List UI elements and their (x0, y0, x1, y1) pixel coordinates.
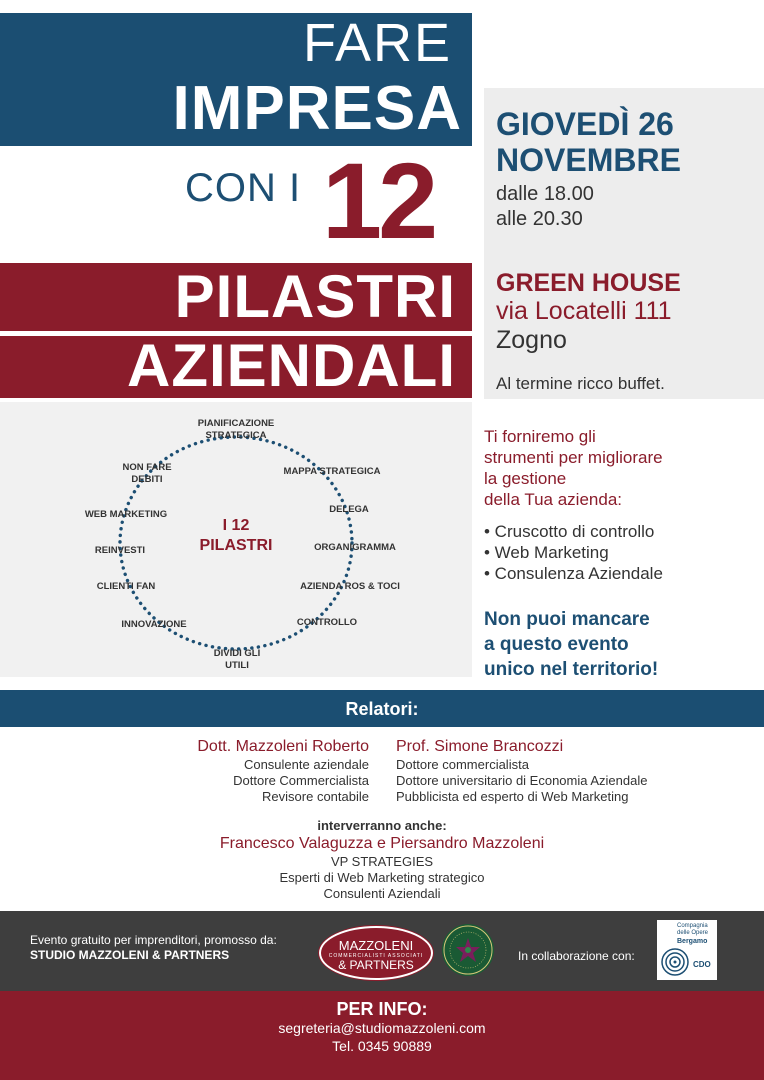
event-town: Zogno (496, 326, 567, 354)
event-street: via Locatelli 111 (496, 297, 672, 325)
info-phone[interactable]: Tel. 0345 90889 (332, 1038, 432, 1054)
pillars-center-line1: I 12 (222, 517, 250, 534)
promo-organizer: STUDIO MAZZOLENI & PARTNERS (30, 948, 230, 962)
pillars-center-line2: PILASTRI (199, 537, 273, 554)
event-date-month: NOVEMBRE (496, 142, 681, 178)
pillar-label: ORGANIGRAMMA (314, 542, 396, 553)
title-line-pilastri: PILASTRI (174, 263, 456, 330)
pitch-line: la gestione (484, 469, 567, 488)
info-heading: PER INFO: (336, 999, 428, 1019)
event-buffet-note: Al termine ricco buffet. (496, 374, 665, 393)
guest-speakers (0, 818, 764, 902)
cdo-spiral-icon (659, 946, 691, 978)
speaker-name: Prof. Simone Brancozzi (396, 738, 564, 755)
collaboration-label: In collaborazione con: (518, 949, 635, 963)
speaker-name: Dott. Mazzoleni Roberto (197, 738, 369, 755)
title-number-12: 12 (322, 140, 435, 261)
logo-text: & PARTNERS (338, 958, 414, 972)
pitch-bullet: • Consulenza Aziendale (484, 564, 663, 583)
pillar-label: PIANIFICAZIONE STRATEGICA (197, 418, 275, 441)
speaker-role: Pubblicista ed esperto di Web Marketing (396, 789, 629, 804)
cdo-text: delle Opere (677, 930, 709, 936)
pitch-line: strumenti per migliorare (484, 448, 663, 467)
pitch-bullet: • Cruscotto di controllo (484, 522, 655, 541)
speaker-left (100, 737, 369, 805)
title-line-impresa: IMPRESA (172, 74, 462, 143)
speaker-right (396, 737, 736, 805)
cdo-logo (657, 920, 717, 980)
pillar-label: AZIENDA ROS & TOCI (300, 581, 400, 592)
logo-text: COMMERCIALISTI ASSOCIATI (328, 953, 424, 959)
promo-text: Evento gratuito per imprenditori, promosso da: (30, 933, 277, 947)
cta-line: Non puoi mancare (484, 609, 650, 630)
guests-role: Consulenti Aziendali (323, 886, 441, 901)
speakers-heading: Relatori: (345, 699, 419, 719)
speaker-role: Consulente aziendale (243, 757, 369, 772)
logo-text: MAZZOLENI (338, 938, 414, 953)
cdo-text: Compagnia (677, 923, 708, 929)
speaker-role: Dottore commercialista (396, 757, 529, 772)
speaker-role: Revisore contabile (262, 789, 369, 804)
guests-role: VP STRATEGIES (330, 854, 434, 869)
pillar-label: DELEGA (329, 504, 369, 515)
pitch-bullet: • Web Marketing (484, 543, 609, 562)
title-line-fare: FARE (302, 13, 452, 73)
guests-name: Francesco Valaguzza e Piersandro Mazzoleni (219, 835, 545, 852)
event-time-start: dalle 18.00 (496, 183, 594, 205)
title-line-aziendali: AZIENDALI (127, 332, 456, 399)
cdo-text: CDO (693, 960, 711, 969)
seal-emblem-icon (442, 924, 494, 976)
speaker-role: Dottore universitario di Economia Aziendale (396, 773, 648, 788)
pillar-label: MAPPA STRATEGICA (283, 466, 381, 477)
mazzoleni-partners-logo (319, 926, 433, 980)
event-date-day: GIOVEDÌ 26 (496, 106, 674, 142)
guests-role: Esperti di Web Marketing strategico (279, 870, 485, 885)
cta-line: a questo evento (484, 634, 629, 655)
pitch-bullet-list (484, 521, 663, 584)
cta-line: unico nel territorio! (484, 659, 659, 680)
pillar-label: NON FARE DEBITI (122, 462, 172, 485)
pillar-label: WEB MARKETING (84, 509, 168, 520)
guests-heading: interverranno anche: (317, 818, 447, 833)
info-email[interactable]: segreteria@studiomazzoleni.com (278, 1020, 486, 1036)
pitch-line: Ti forniremo gli (484, 427, 596, 446)
cdo-text: Bergamo (677, 938, 708, 945)
pillar-label: CLIENTI FAN (96, 581, 156, 592)
event-venue: GREEN HOUSE (496, 269, 681, 297)
pillar-label: CONTROLLO (296, 617, 358, 628)
pillar-label: REINVESTI (94, 545, 146, 556)
speaker-role: Dottore Commercialista (233, 773, 369, 788)
title-line-con-i: CON I (185, 166, 302, 210)
event-time-end: alle 20.30 (496, 208, 583, 230)
pillar-label: DIVIDI GLI UTILI (213, 648, 261, 671)
pillars-center-label (188, 516, 284, 556)
pitch-text (484, 426, 663, 510)
seal-logo (442, 924, 494, 976)
pitch-line: della Tua azienda: (484, 490, 622, 509)
pillar-label: INNOVAZIONE (121, 619, 187, 630)
call-to-action (484, 607, 658, 682)
